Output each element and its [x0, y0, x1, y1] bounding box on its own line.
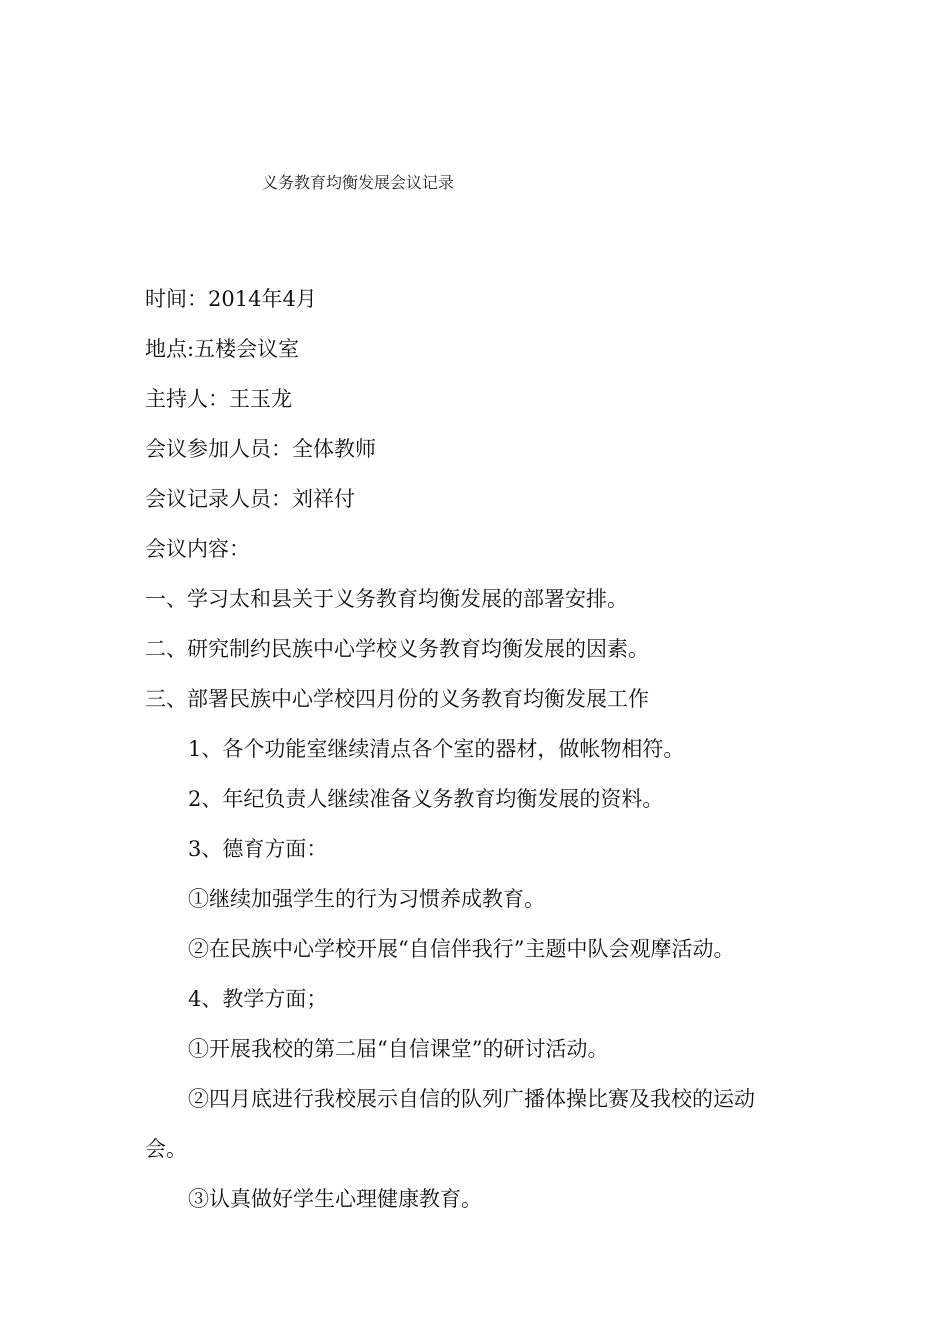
meeting-time: 时间：2014年4月 [145, 287, 317, 311]
teaching-point-2: ②四月底进行我校展示自信的队列广播体操比赛及我校的运动 [188, 1087, 755, 1111]
meeting-host: 主持人：王玉龙 [145, 387, 292, 411]
meeting-content-heading: 会议内容： [145, 537, 250, 561]
meeting-recorder: 会议记录人员：刘祥付 [145, 487, 355, 511]
content-item-3: 三、部署民族中心学校四月份的义务教育均衡发展工作 [145, 687, 649, 711]
teaching-point-1: ①开展我校的第二届“自信课堂”的研讨活动。 [188, 1037, 609, 1061]
teaching-point-2-continued: 会。 [145, 1137, 187, 1161]
content-item-2: 二、研究制约民族中心学校义务教育均衡发展的因素。 [145, 637, 649, 661]
sub-item-3-moral: 3、德育方面： [188, 837, 328, 861]
moral-point-1: ①继续加强学生的行为习惯养成教育。 [188, 887, 545, 911]
meeting-location: 地点:五楼会议室 [145, 337, 300, 361]
sub-item-1: 1、各个功能室继续清点各个室的器材，做帐物相符。 [188, 737, 685, 761]
moral-point-2: ②在民族中心学校开展“自信伴我行”主题中队会观摩活动。 [188, 937, 735, 961]
sub-item-4-teaching: 4、教学方面； [188, 987, 328, 1011]
sub-item-2: 2、年纪负责人继续准备义务教育均衡发展的资料。 [188, 787, 664, 811]
content-item-1: 一、学习太和县关于义务教育均衡发展的部署安排。 [145, 587, 628, 611]
teaching-point-3: ③认真做好学生心理健康教育。 [188, 1187, 482, 1211]
document-title: 义务教育均衡发展会议记录 [262, 173, 455, 192]
meeting-attendees: 会议参加人员：全体教师 [145, 437, 376, 461]
